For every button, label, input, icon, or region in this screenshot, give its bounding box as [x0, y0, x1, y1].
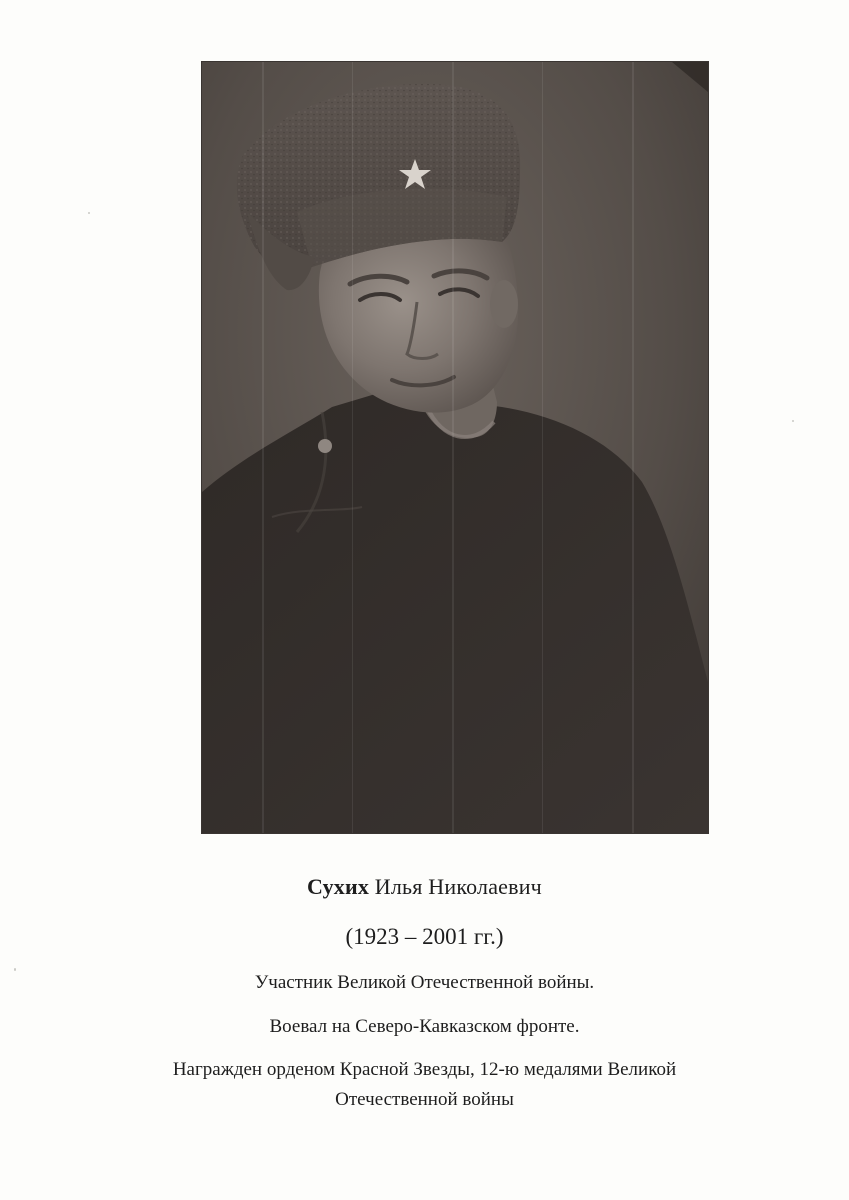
- shoulder-button: [318, 439, 332, 453]
- bio-line-front: Воевал на Северо-Кавказском фронте.: [269, 1016, 580, 1037]
- portrait-photo: [202, 62, 708, 833]
- paper-speck: [14, 968, 16, 971]
- given-names: Илья Николаевич: [374, 874, 542, 899]
- ear: [490, 280, 518, 328]
- portrait-image: [202, 62, 708, 833]
- bio-line-participant: Участник Великой Отечественной войны.: [254, 972, 595, 993]
- life-years: (1923 – 2001 гг.): [345, 924, 504, 949]
- bio-line-awards-cont: Отечественной войны: [335, 1089, 514, 1110]
- paper-speck: [88, 212, 90, 214]
- bio-line-awards: Награжден орденом Красной Звезды, 12-ю медалями Великой: [172, 1059, 677, 1080]
- surname: Сухих: [307, 874, 370, 899]
- paper-speck: [792, 420, 794, 422]
- person-name: [0, 874, 849, 900]
